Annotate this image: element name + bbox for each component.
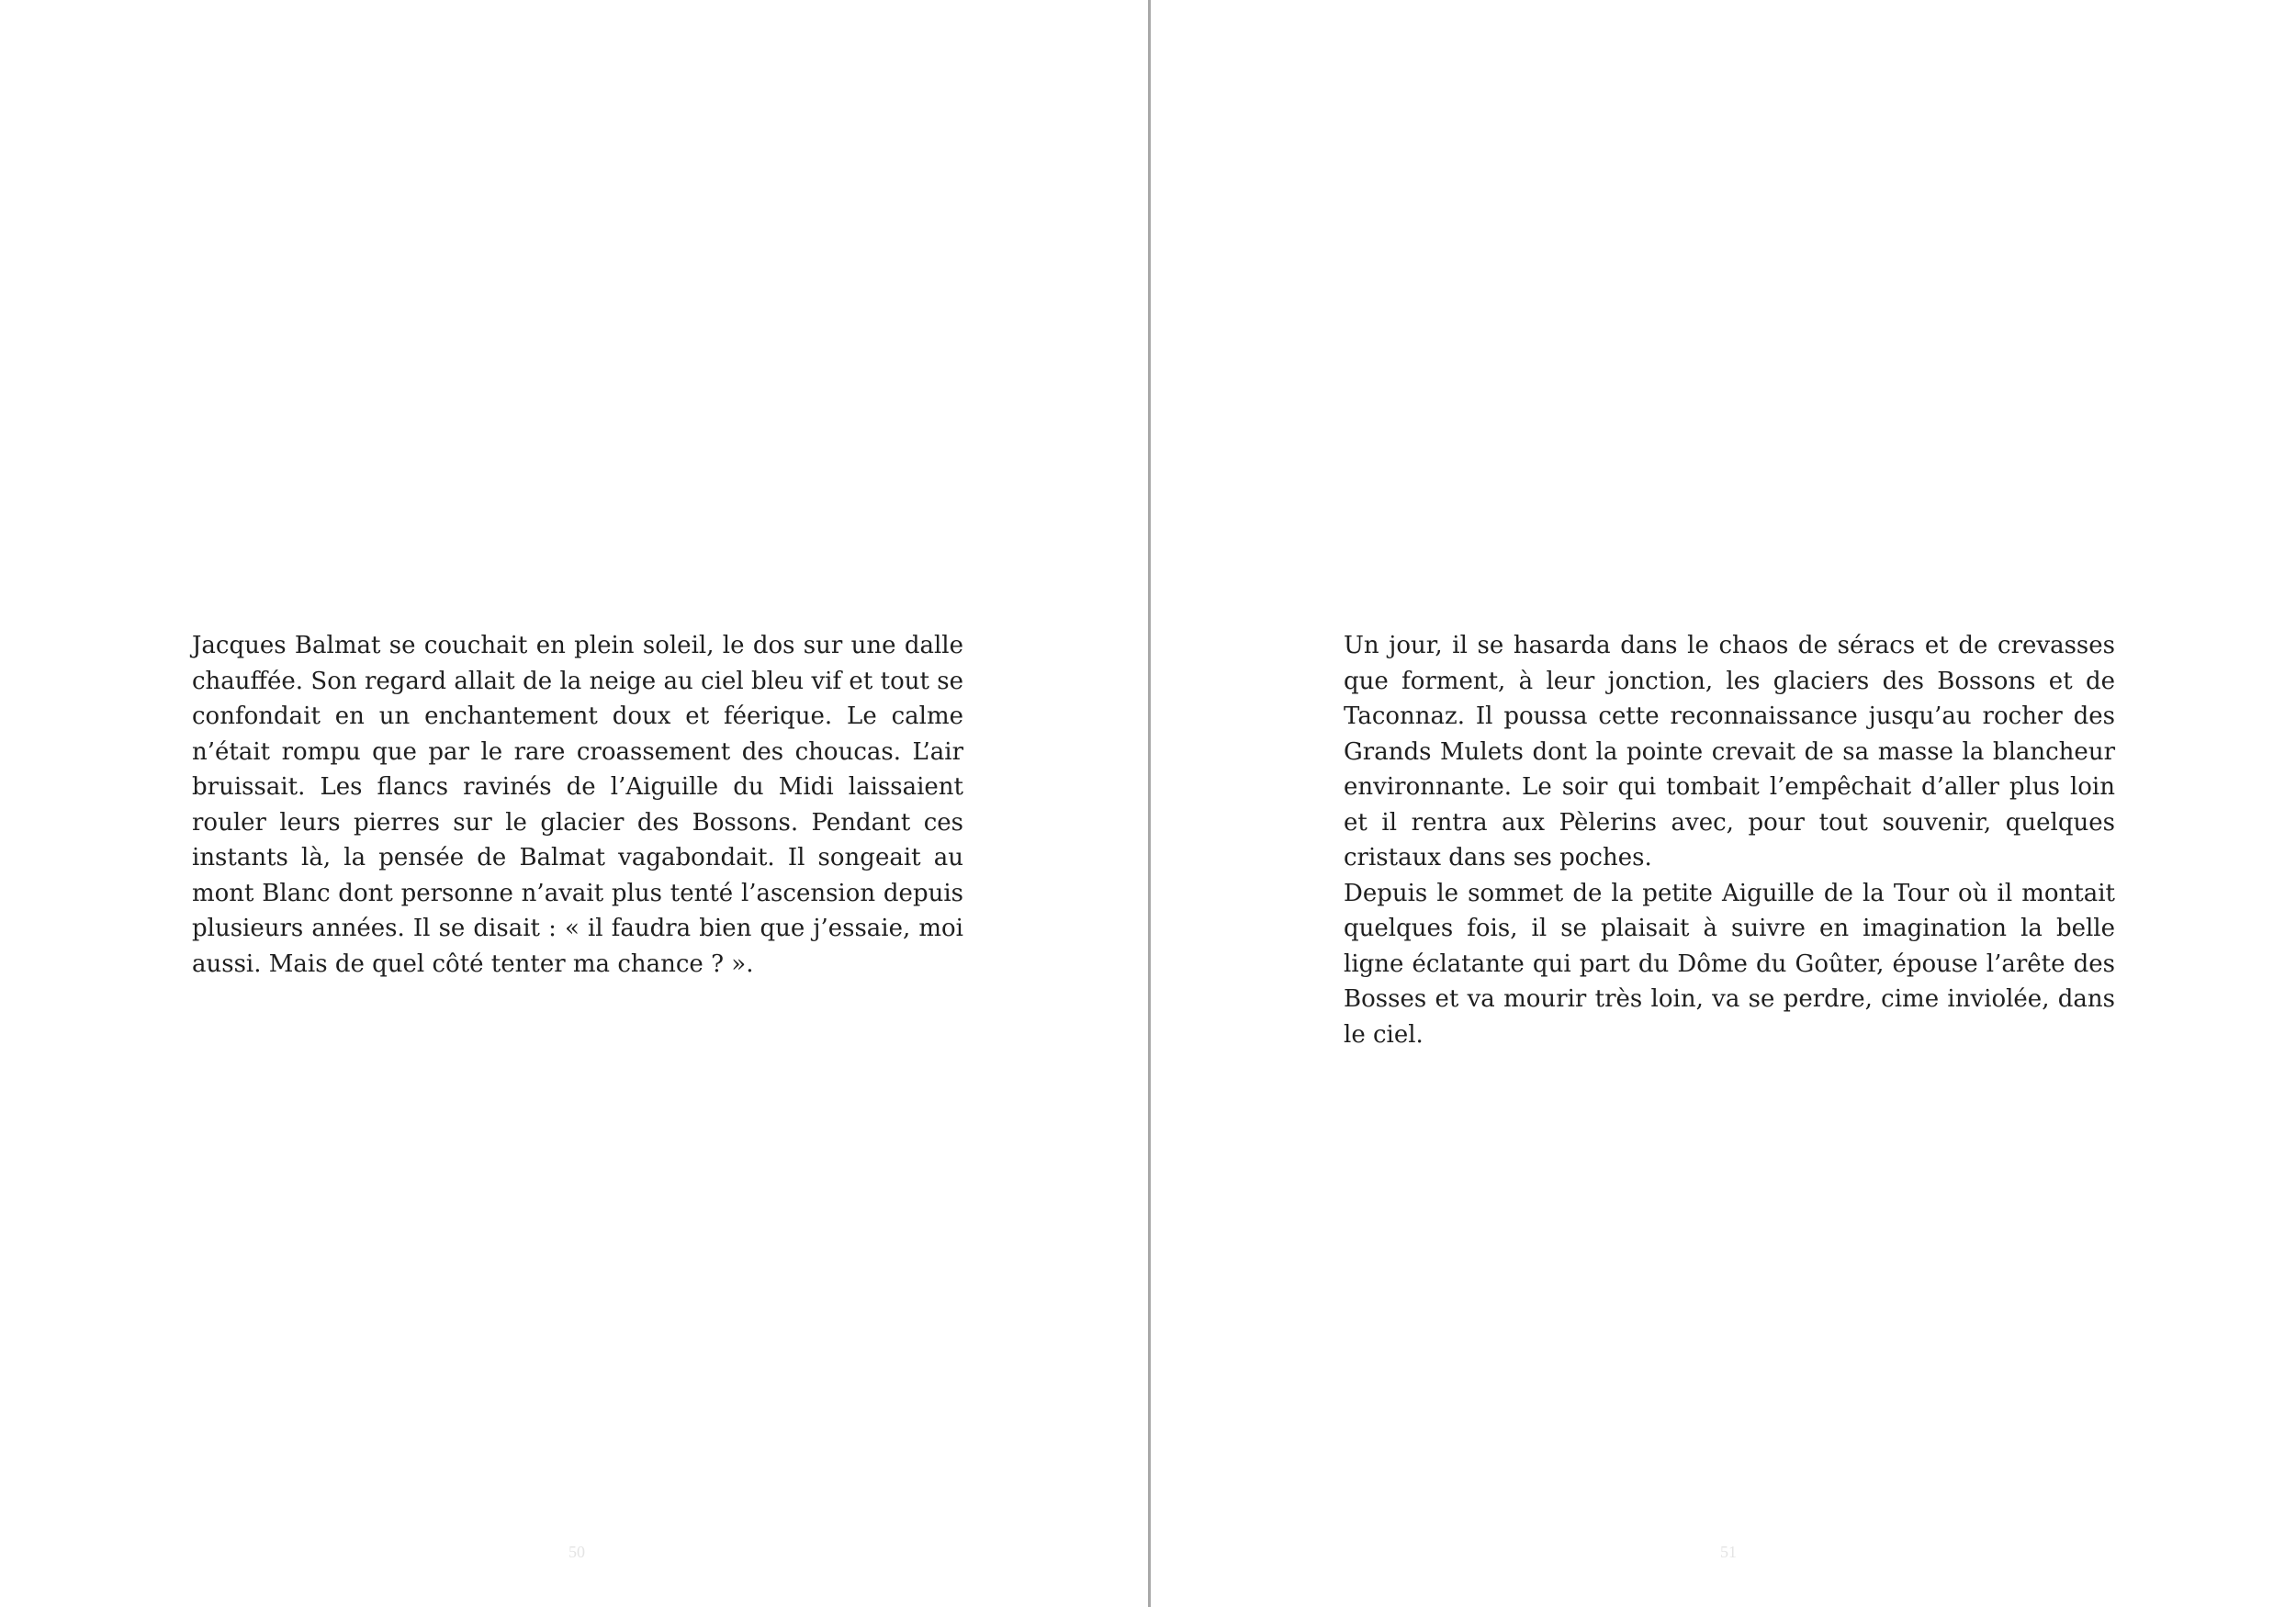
left-page-text-block (192, 628, 963, 982)
right-page (1152, 0, 2296, 1607)
left-paragraph-1: Jacques Balmat se couchait en plein soleil, le dos sur une dalle chauffée. Son regard allait de la neige au ciel bleu vif et tout se confondait en un enchantement doux et féerique. Le calme n’était rompu que par le rare croassement des choucas. L’air bruissait. Les flancs ravinés de l’Aiguille du Midi laissaient rouler leurs pierres sur le glacier des Bossons. Pendant ces instants là, la pensée de Balmat vagabondait. Il songeait au mont Blanc dont personne n’avait plus tenté l’ascension depuis plusieurs années. Il se disait : « il faudra bien que j’essaie, moi aussi. Mais de quel côté tenter ma chance ? ». (192, 632, 963, 978)
right-paragraph-1: Un jour, il se hasarda dans le chaos de séracs et de crevasses que forment, à leur jonction, les glaciers des Bossons et de Taconnaz. Il poussa cette reconnaissance jusqu’au rocher des Grands Mulets dont la pointe crevait de sa masse la blancheur environnante. Le soir qui tombait l’empêchait d’aller plus loin et il rentra aux Pèlerins avec, pour tout souvenir, quelques cristaux dans ses poches. (1344, 632, 2115, 871)
left-page-number: 50 (568, 1543, 585, 1561)
gutter-divider (1148, 0, 1151, 1607)
right-paragraph-2: Depuis le sommet de la petite Aiguille de la Tour où il montait quelques fois, il se plaisait à suivre en imagination la belle ligne éclatante qui part du Dôme du Goûter, épouse l’arête des Bosses et va mourir très loin, va se perdre, cime inviolée, dans le ciel. (1344, 879, 2115, 1049)
right-page-text-block (1344, 628, 2115, 1052)
right-page-number: 51 (1720, 1543, 1737, 1561)
